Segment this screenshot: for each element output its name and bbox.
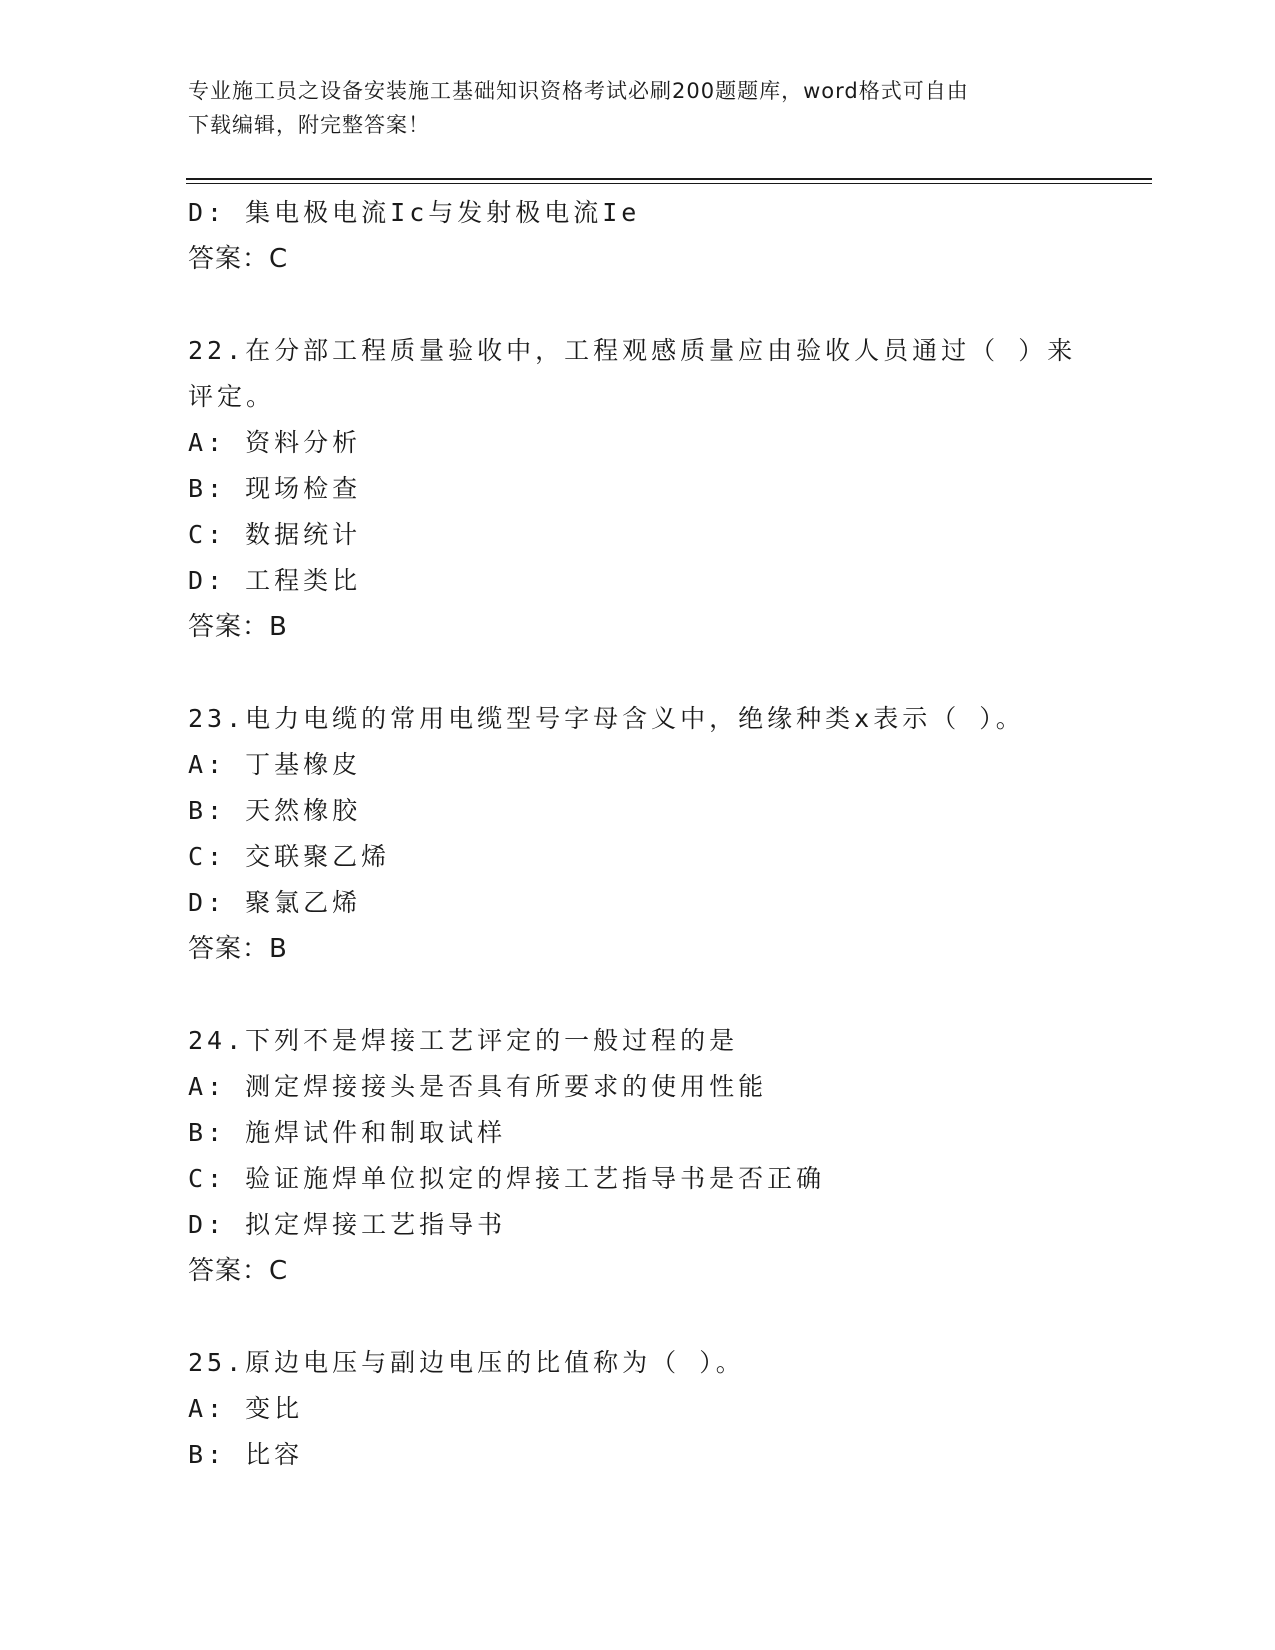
question-stem-continued: 评定。 [188, 382, 276, 411]
option-c: C: 验证施焊单位拟定的焊接工艺指导书是否正确 [188, 1164, 826, 1193]
spacer [188, 650, 1088, 696]
question-stem: 23.电力电缆的常用电缆型号字母含义中，绝缘种类x表示（ ）。 [188, 704, 1025, 733]
question-list [188, 190, 1088, 1478]
answer-label: 答案：B [188, 612, 288, 642]
answer-label: 答案：B [188, 934, 288, 964]
option-b: B: 现场检查 [188, 474, 362, 503]
answer-label: 答案：C [188, 1256, 289, 1286]
option-b: B: 天然橡胶 [188, 796, 362, 825]
spacer [188, 972, 1088, 1018]
option-c: C: 数据统计 [188, 520, 362, 549]
header-divider-thick [186, 178, 1152, 180]
question-25 [188, 1340, 1088, 1478]
header-divider-thin [186, 183, 1152, 184]
option-b: B: 比容 [188, 1440, 304, 1469]
question-stem: 22.在分部工程质量验收中，工程观感质量应由验收人员通过（ ）来 [188, 336, 1077, 365]
document-header [188, 74, 1088, 142]
option-d: D: 拟定焊接工艺指导书 [188, 1210, 507, 1239]
question-21-tail [188, 190, 1088, 282]
option-d: D: 集电极电流Ic与发射极电流Ie [188, 198, 641, 227]
option-a: A: 资料分析 [188, 428, 362, 457]
option-a: A: 变比 [188, 1394, 304, 1423]
question-24 [188, 1018, 1088, 1294]
header-line-2: 下载编辑，附完整答案！ [188, 113, 430, 137]
option-d: D: 工程类比 [188, 566, 362, 595]
option-a: A: 丁基橡皮 [188, 750, 362, 779]
question-22 [188, 328, 1088, 650]
option-d: D: 聚氯乙烯 [188, 888, 362, 917]
option-a: A: 测定焊接接头是否具有所要求的使用性能 [188, 1072, 768, 1101]
option-c: C: 交联聚乙烯 [188, 842, 391, 871]
header-line-1: 专业施工员之设备安装施工基础知识资格考试必刷200题题库，word格式可自由 [188, 79, 969, 103]
spacer [188, 282, 1088, 328]
spacer [188, 1294, 1088, 1340]
option-b: B: 施焊试件和制取试样 [188, 1118, 507, 1147]
question-23 [188, 696, 1088, 972]
question-stem: 24.下列不是焊接工艺评定的一般过程的是 [188, 1026, 739, 1055]
question-stem: 25.原边电压与副边电压的比值称为（ ）。 [188, 1348, 745, 1377]
answer-label: 答案：C [188, 244, 289, 274]
